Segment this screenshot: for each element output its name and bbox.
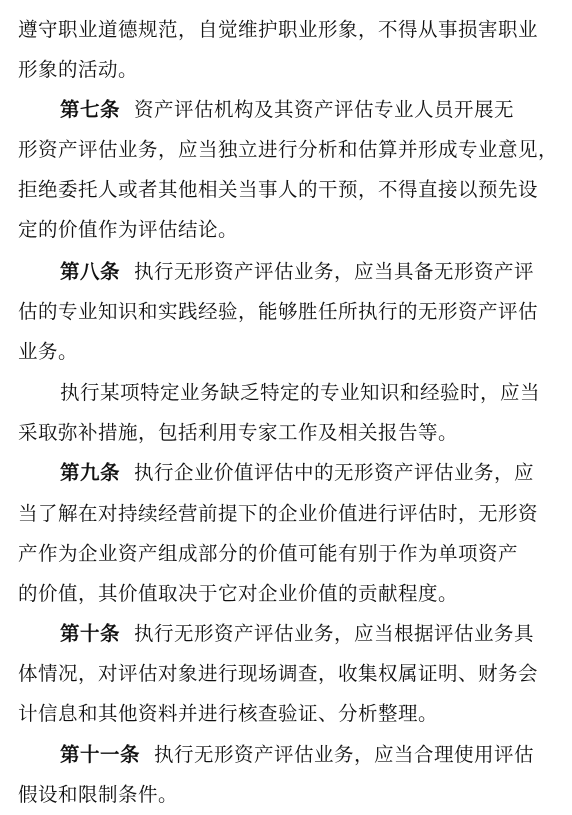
line-text: 执行企业价值评估中的无形资产评估业务，应 bbox=[134, 461, 535, 484]
line-text: 的价值，其价值取决于它对企业价值的贡献程度。 bbox=[18, 582, 459, 605]
text-line bbox=[60, 373, 572, 413]
text-line bbox=[18, 292, 572, 332]
article-heading: 第八条 bbox=[60, 260, 121, 283]
article-heading: 第九条 bbox=[60, 461, 121, 484]
article-heading: 第十一条 bbox=[60, 743, 141, 766]
article-7-line bbox=[60, 90, 572, 130]
article-10-line bbox=[60, 614, 572, 654]
line-text: 业务。 bbox=[18, 340, 79, 363]
text-line bbox=[18, 494, 572, 534]
line-text: 形象的活动。 bbox=[18, 58, 139, 81]
line-text: 资产评估机构及其资产评估专业人员开展无 bbox=[134, 98, 515, 121]
text-line bbox=[18, 775, 572, 815]
line-text: 体情况，对评估对象进行现场调查，收集权属证明、财务会 bbox=[18, 662, 539, 685]
line-text: 估的专业知识和实践经验，能够胜任所执行的无形资产评估 bbox=[18, 300, 539, 323]
text-line bbox=[18, 534, 572, 574]
line-text: 采取弥补措施，包括利用专家工作及相关报告等。 bbox=[18, 421, 459, 444]
text-line bbox=[18, 413, 572, 453]
line-text: 执行无形资产评估业务，应当合理使用评估 bbox=[154, 743, 535, 766]
text-line bbox=[18, 50, 572, 90]
text-line bbox=[18, 10, 572, 50]
article-9-line bbox=[60, 453, 572, 493]
line-text: 产作为企业资产组成部分的价值可能有别于作为单项资产 bbox=[18, 542, 519, 565]
line-text: 遵守职业道德规范，自觉维护职业形象，不得从事损害职业 bbox=[18, 18, 539, 41]
text-line bbox=[18, 170, 572, 210]
line-text: 执行某项特定业务缺乏特定的专业知识和经验时，应当 bbox=[60, 381, 541, 404]
text-line bbox=[18, 694, 572, 734]
article-heading: 第七条 bbox=[60, 98, 121, 121]
line-text: 假设和限制条件。 bbox=[18, 783, 179, 806]
line-text: 形资产评估业务，应当独立进行分析和估算并形成专业意见， bbox=[18, 138, 559, 161]
text-line bbox=[18, 130, 572, 170]
line-text: 当了解在对持续经营前提下的企业价值进行评估时，无形资 bbox=[18, 502, 539, 525]
article-8-line bbox=[60, 252, 572, 292]
line-text: 执行无形资产评估业务，应当根据评估业务具 bbox=[134, 622, 535, 645]
text-line bbox=[18, 332, 572, 372]
article-heading: 第十条 bbox=[60, 622, 121, 645]
article-11-line bbox=[60, 735, 572, 775]
text-line bbox=[18, 654, 572, 694]
text-line bbox=[18, 574, 572, 614]
line-text: 计信息和其他资料并进行核查验证、分析整理。 bbox=[18, 702, 439, 725]
text-line bbox=[18, 210, 572, 250]
line-text: 执行无形资产评估业务，应当具备无形资产评 bbox=[134, 260, 535, 283]
line-text: 拒绝委托人或者其他相关当事人的干预，不得直接以预先设 bbox=[18, 178, 539, 201]
line-text: 定的价值作为评估结论。 bbox=[18, 218, 239, 241]
